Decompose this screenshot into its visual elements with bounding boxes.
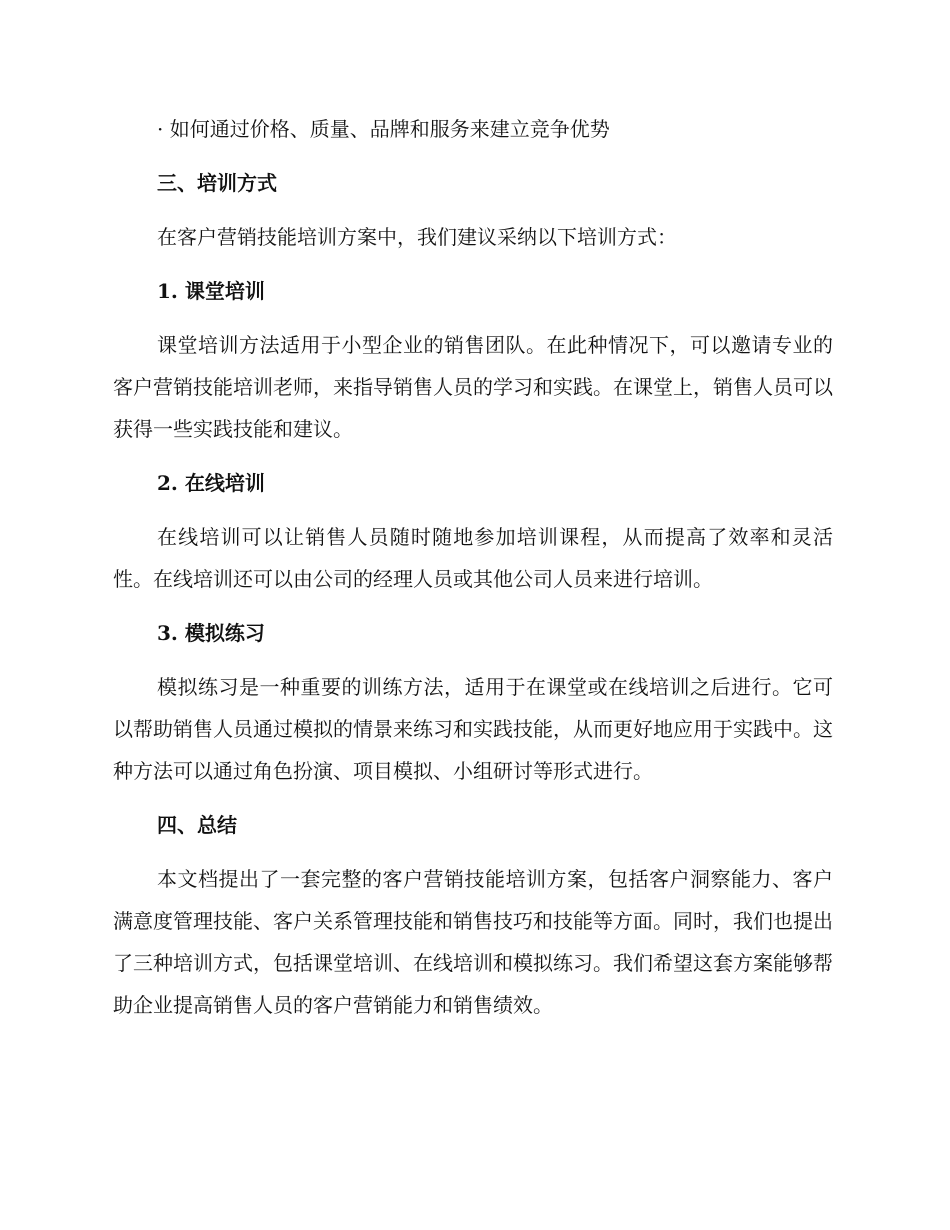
subheading-simulation-practice: 3. 模拟练习: [157, 621, 265, 645]
subheading-online-training: 2. 在线培训: [157, 471, 265, 495]
bullet-item-competitive-advantage: · 如何通过价格、质量、品牌和服务来建立竞争优势: [157, 117, 610, 141]
paragraph-summary: 本文档提出了一套完整的客户营销技能培训方案，包括客户洞察能力、客户满意度管理技能、客户关系管理技能和销售技巧和技能等方面。同时，我们也提出了三种培训方式，包括课堂培训、在线培训和模拟练习。我们希望这套方案能够帮助企业提高销售人员的客户营销能力和销售绩效。: [113, 867, 833, 1017]
paragraph-classroom-training: 课堂培训方法适用于小型企业的销售团队。在此种情况下，可以邀请专业的客户营销技能培训老师，来指导销售人员的学习和实践。在课堂上，销售人员可以获得一些实践技能和建议。: [113, 333, 833, 441]
section-heading-training-methods: 三、培训方式: [157, 171, 277, 195]
document-body: [113, 108, 833, 1038]
section-heading-summary: 四、总结: [157, 813, 237, 837]
paragraph-simulation-practice: 模拟练习是一种重要的训练方法，适用于在课堂或在线培训之后进行。它可以帮助销售人员通过模拟的情景来练习和实践技能，从而更好地应用于实践中。这种方法可以通过角色扮演、项目模拟、小组研讨等形式进行。: [113, 675, 833, 783]
subheading-classroom-training: 1. 课堂培训: [157, 279, 265, 303]
section-intro-paragraph: 在客户营销技能培训方案中，我们建议采纳以下培训方式：: [157, 225, 677, 249]
paragraph-online-training: 在线培训可以让销售人员随时随地参加培训课程，从而提高了效率和灵活性。在线培训还可以由公司的经理人员或其他公司人员来进行培训。: [113, 525, 833, 591]
